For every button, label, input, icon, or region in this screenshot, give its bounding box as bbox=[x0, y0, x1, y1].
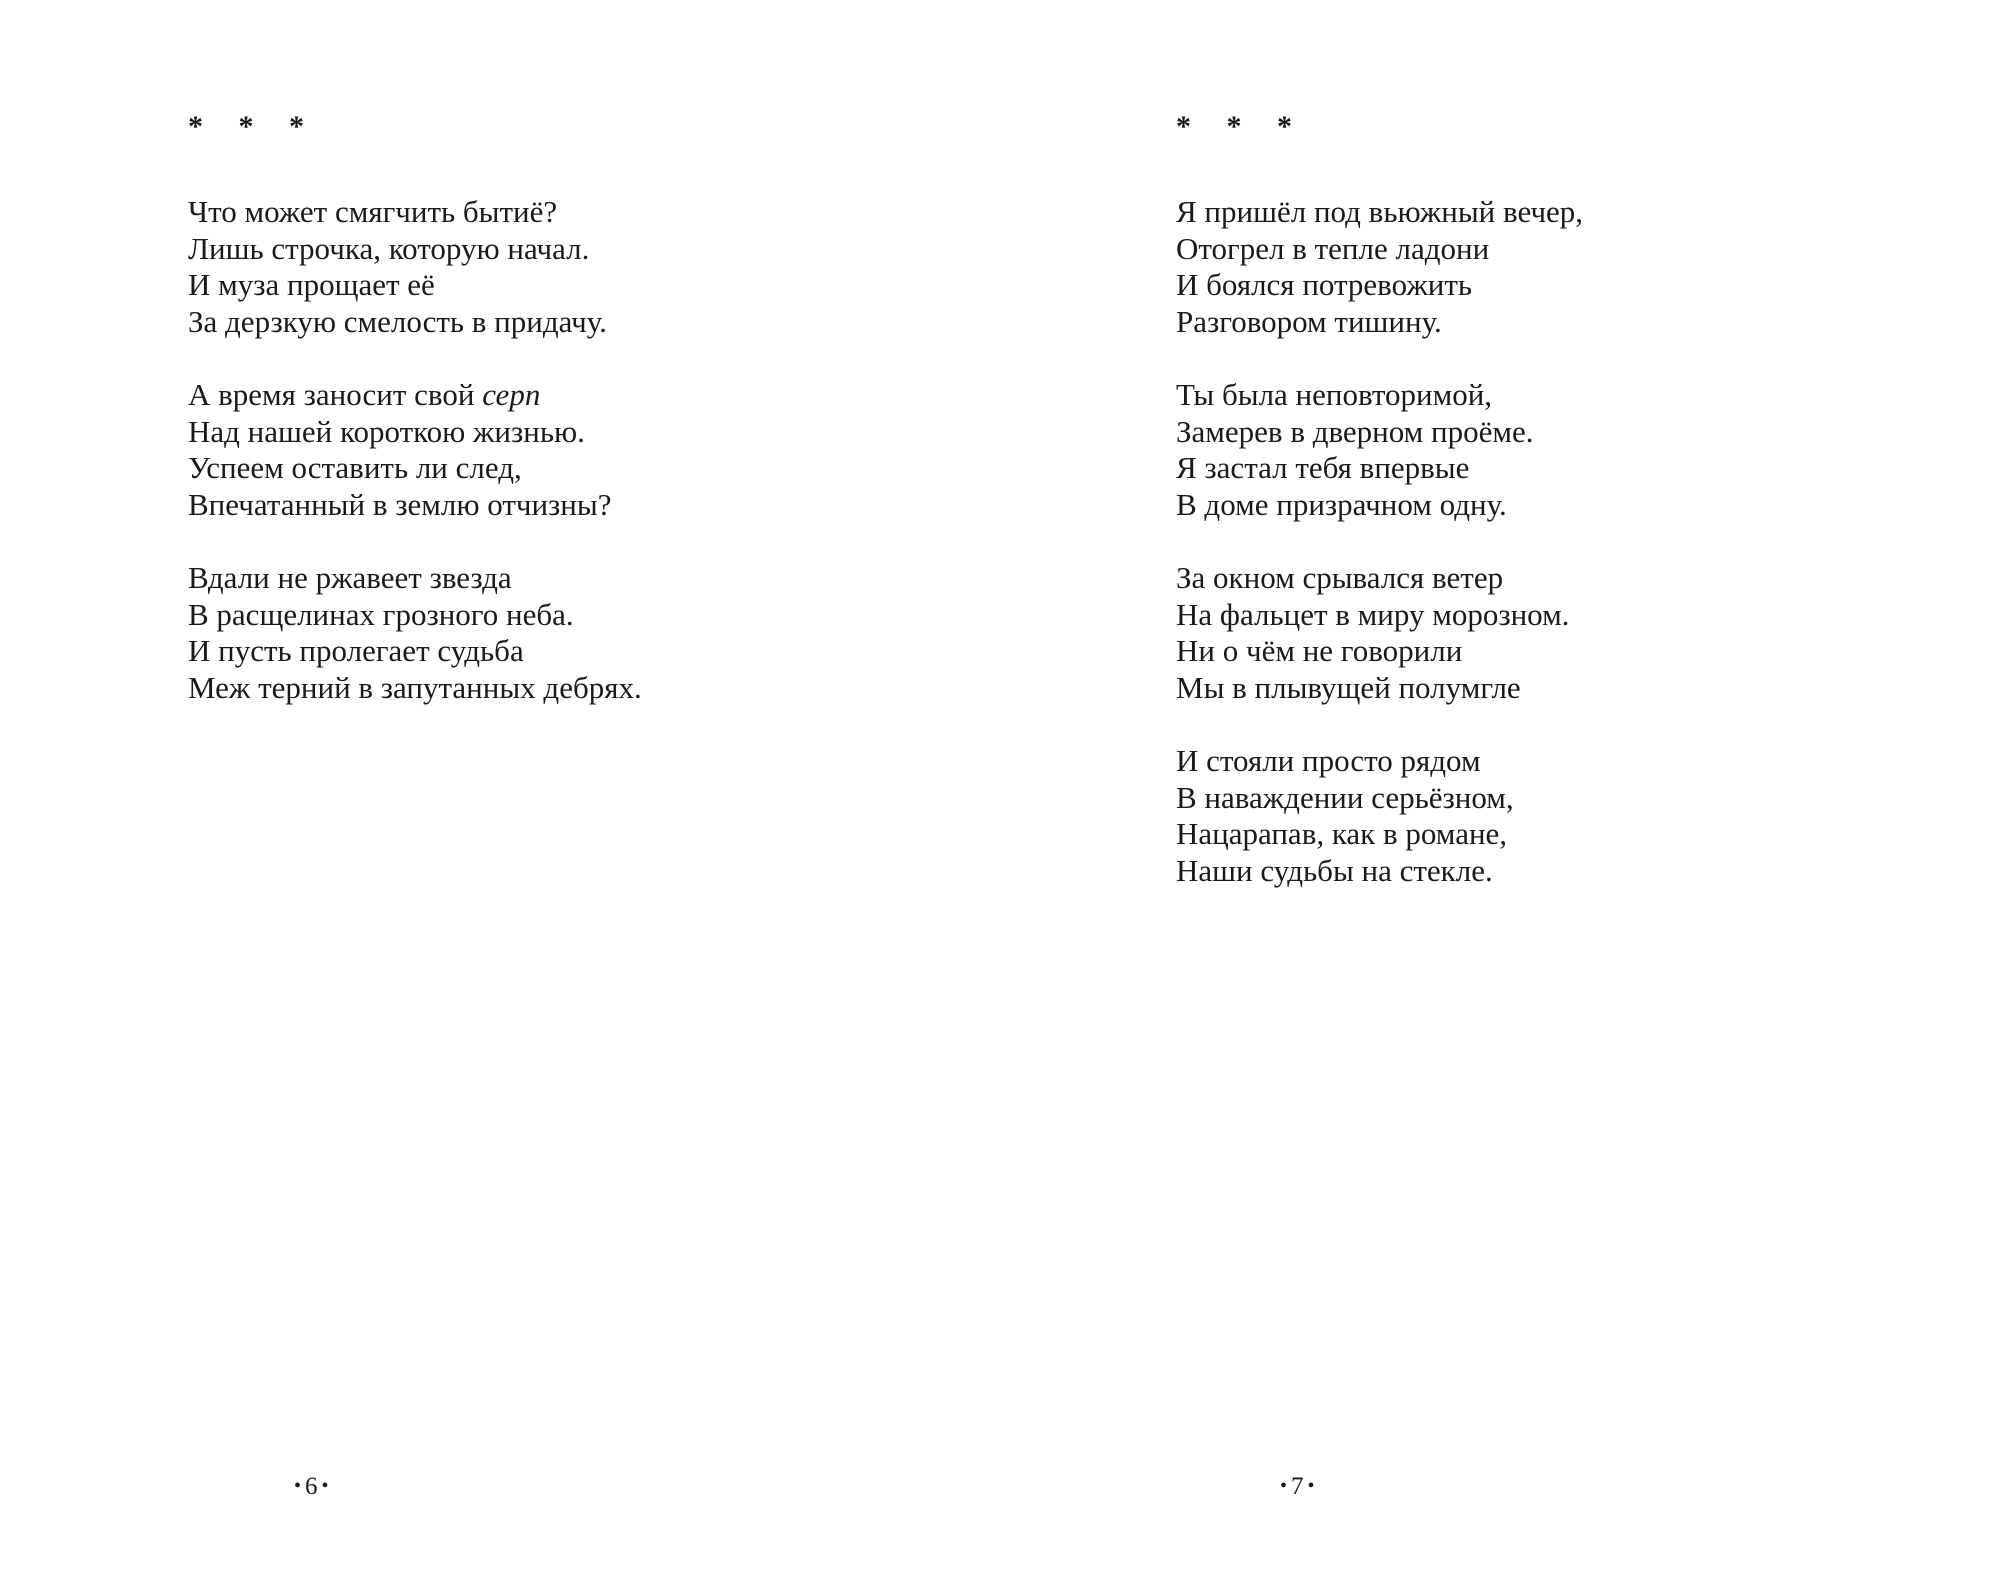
poem-line: И стояли просто рядом bbox=[1176, 743, 1481, 778]
poem-line bbox=[188, 377, 642, 414]
page-number-dot: • bbox=[294, 1475, 302, 1497]
poem-line: Мы в плывущей полумгле bbox=[1176, 669, 1521, 705]
poem-line: Вдали не ржавеет звезда bbox=[188, 560, 512, 595]
poem-line: Я пришёл под вьюжный вечер, bbox=[1176, 194, 1584, 229]
poem-line: Успеем оставить ли след, bbox=[188, 450, 522, 485]
page-number-value: 6 bbox=[305, 1473, 318, 1500]
stanza bbox=[1176, 560, 1583, 706]
poem-left bbox=[188, 112, 642, 743]
poem-line: В наваждении серьёзном, bbox=[1176, 779, 1514, 815]
right-page bbox=[1000, 0, 2000, 1571]
poem-line: Отогрел в тепле ладони bbox=[1176, 230, 1490, 266]
page-number bbox=[290, 1471, 333, 1502]
stanza bbox=[188, 194, 642, 340]
poem-ornament: * * * bbox=[1176, 110, 1306, 143]
italic-word: серп bbox=[482, 377, 541, 412]
page-number-dot: • bbox=[321, 1475, 329, 1497]
poem-line: И муза прощает её bbox=[188, 267, 435, 302]
poem-line: На фальцет в миру морозном. bbox=[1176, 596, 1570, 632]
poem-line: В расщелинах грозного неба. bbox=[188, 596, 574, 632]
poem-line: Наши судьбы на стекле. bbox=[1176, 852, 1493, 888]
poem-line: И боялся потревожить bbox=[1176, 267, 1473, 302]
page-number-dot: • bbox=[1280, 1475, 1288, 1497]
poem-line: Замерев в дверном проёме. bbox=[1176, 413, 1534, 449]
poem-line: Что может смягчить бытиё? bbox=[188, 194, 558, 229]
stanza bbox=[188, 560, 642, 706]
poem-line-text: А время заносит свой bbox=[188, 377, 483, 412]
poem-line: Нацарапав, как в романе, bbox=[1176, 816, 1508, 851]
poem-line: Ты была неповторимой, bbox=[1176, 377, 1493, 412]
poem-line: Над нашей короткою жизнью. bbox=[188, 413, 585, 449]
poem-line: И пусть пролегает судьба bbox=[188, 633, 524, 668]
poem-line: В доме призрачном одну. bbox=[1176, 486, 1507, 522]
poem-line: Меж терний в запутанных дебрях. bbox=[188, 669, 642, 705]
stanza bbox=[188, 377, 642, 523]
stanza bbox=[1176, 743, 1583, 889]
poem-line: Ни о чём не говорили bbox=[1176, 633, 1463, 668]
page-number bbox=[1276, 1471, 1319, 1502]
poem-ornament: * * * bbox=[188, 110, 318, 143]
poem-right bbox=[1176, 112, 1583, 926]
stanza bbox=[1176, 194, 1583, 340]
poem-line: Впечатанный в землю отчизны? bbox=[188, 486, 612, 522]
poem-line: За окном срывался ветер bbox=[1176, 560, 1504, 595]
stanza bbox=[1176, 377, 1583, 523]
poem-line: Лишь строчка, которую начал. bbox=[188, 230, 590, 266]
poem-line: Я застал тебя впервые bbox=[1176, 450, 1470, 485]
poem-line: За дерзкую смелость в придачу. bbox=[188, 303, 607, 339]
poem-line: Разговором тишину. bbox=[1176, 303, 1442, 339]
page-number-value: 7 bbox=[1291, 1473, 1304, 1500]
page-number-dot: • bbox=[1307, 1475, 1315, 1497]
